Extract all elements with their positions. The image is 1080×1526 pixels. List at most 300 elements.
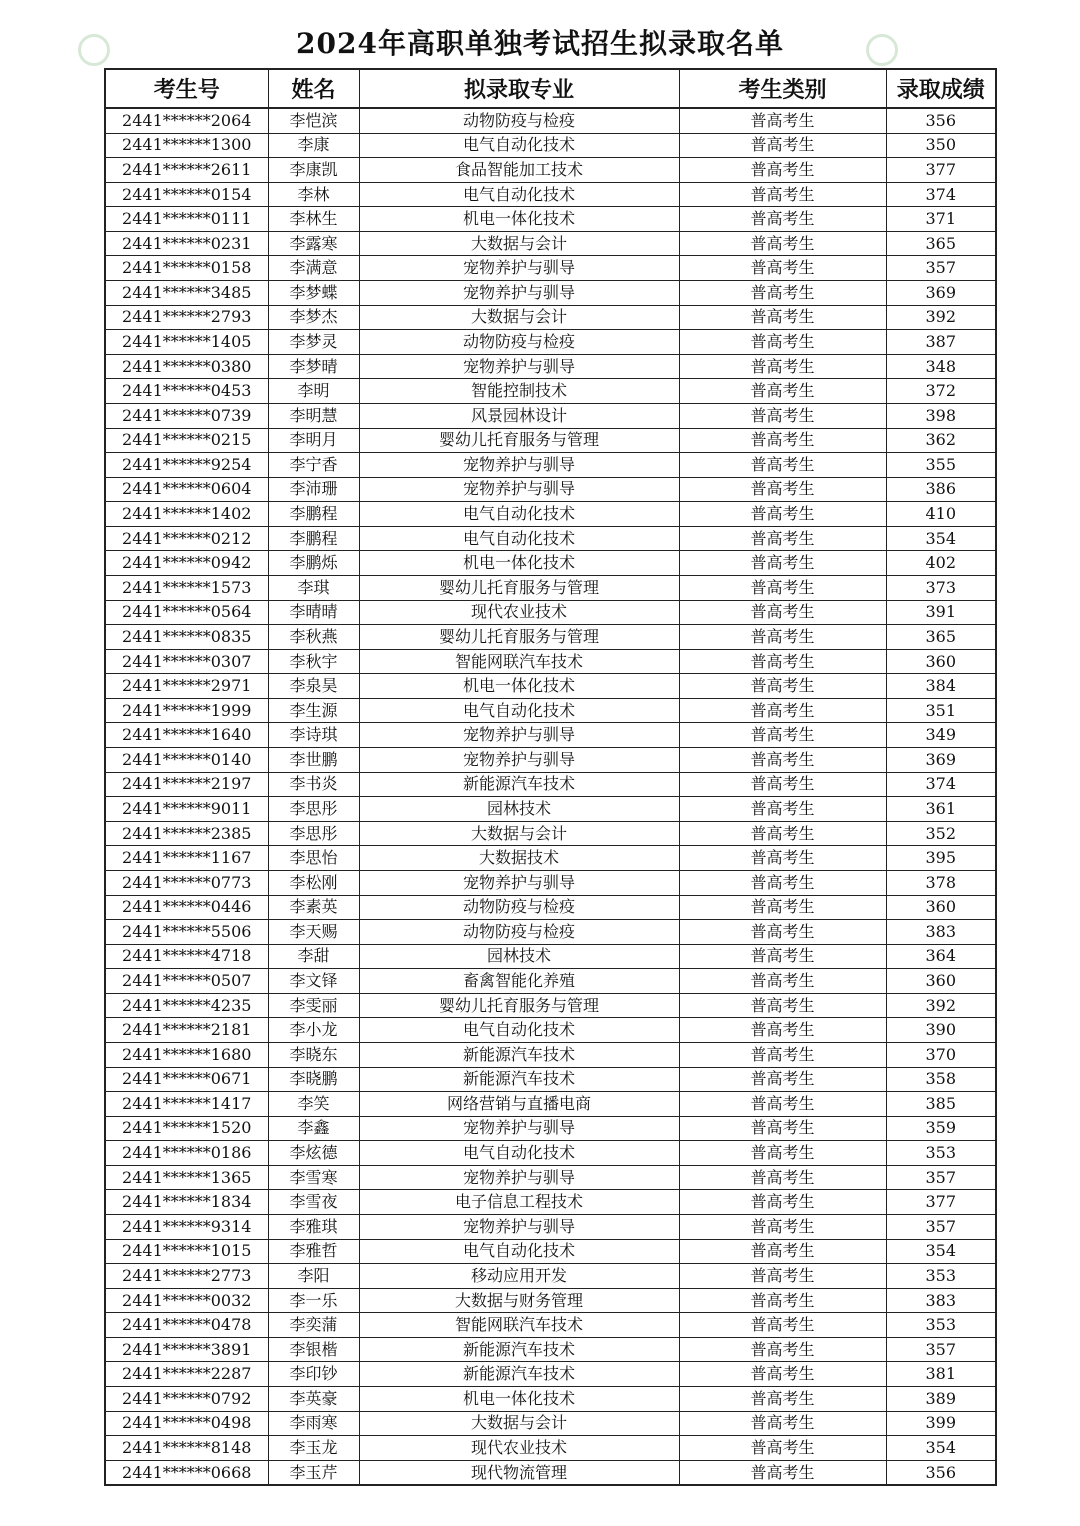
table-row — [105, 797, 996, 822]
major-cell: 电气自动化技术 — [359, 526, 679, 551]
table-row — [105, 920, 996, 945]
score-cell: 350 — [886, 133, 996, 158]
name-cell: 李雅琪 — [268, 1215, 359, 1240]
table-row — [105, 575, 996, 600]
category-cell: 普高考生 — [679, 354, 886, 379]
category-cell: 普高考生 — [679, 1387, 886, 1412]
table-row — [105, 1460, 996, 1485]
score-cell: 362 — [886, 428, 996, 453]
score-cell: 369 — [886, 748, 996, 773]
major-cell: 电气自动化技术 — [359, 1239, 679, 1264]
table-row — [105, 1264, 996, 1289]
category-cell: 普高考生 — [679, 1411, 886, 1436]
category-cell: 普高考生 — [679, 1460, 886, 1485]
name-cell: 李鹏程 — [268, 526, 359, 551]
name-cell: 李康 — [268, 133, 359, 158]
exam-number-cell: 2441******0942 — [105, 551, 268, 576]
page-title: 2024年高职单独考试招生拟录取名单 — [296, 27, 784, 60]
exam-number-cell: 2441******5506 — [105, 920, 268, 945]
table-row — [105, 551, 996, 576]
category-cell: 普高考生 — [679, 1190, 886, 1215]
table-row — [105, 993, 996, 1018]
table-row — [105, 330, 996, 355]
table-row — [105, 1165, 996, 1190]
name-cell: 李玉芹 — [268, 1460, 359, 1485]
name-cell: 李阳 — [268, 1264, 359, 1289]
name-cell: 李林 — [268, 182, 359, 207]
exam-number-cell: 2441******1834 — [105, 1190, 268, 1215]
admission-table — [104, 68, 997, 1486]
exam-number-cell: 2441******0773 — [105, 870, 268, 895]
table-row — [105, 895, 996, 920]
name-cell: 李露寒 — [268, 231, 359, 256]
table-row — [105, 207, 996, 232]
name-cell: 李雯丽 — [268, 993, 359, 1018]
category-cell: 普高考生 — [679, 502, 886, 527]
table-row — [105, 1288, 996, 1313]
exam-number-cell: 2441******0215 — [105, 428, 268, 453]
table-body — [105, 108, 996, 1485]
table-row — [105, 698, 996, 723]
major-cell: 大数据与会计 — [359, 231, 679, 256]
column-header-exam-number: 考生号 — [105, 69, 268, 108]
name-cell: 李泉昊 — [268, 674, 359, 699]
name-cell: 李明 — [268, 379, 359, 404]
category-cell: 普高考生 — [679, 379, 886, 404]
major-cell: 宠物养护与驯导 — [359, 1165, 679, 1190]
score-cell: 402 — [886, 551, 996, 576]
exam-number-cell: 2441******0478 — [105, 1313, 268, 1338]
category-cell: 普高考生 — [679, 649, 886, 674]
major-cell: 电气自动化技术 — [359, 182, 679, 207]
name-cell: 李秋宇 — [268, 649, 359, 674]
score-cell: 353 — [886, 1141, 996, 1166]
score-cell: 357 — [886, 1337, 996, 1362]
category-cell: 普高考生 — [679, 1141, 886, 1166]
score-cell: 383 — [886, 920, 996, 945]
score-cell: 371 — [886, 207, 996, 232]
major-cell: 宠物养护与驯导 — [359, 281, 679, 306]
score-cell: 361 — [886, 797, 996, 822]
exam-number-cell: 2441******0507 — [105, 969, 268, 994]
name-cell: 李甜 — [268, 944, 359, 969]
score-cell: 354 — [886, 526, 996, 551]
exam-number-cell: 2441******8148 — [105, 1436, 268, 1461]
exam-number-cell: 2441******4718 — [105, 944, 268, 969]
exam-number-cell: 2441******0140 — [105, 748, 268, 773]
score-cell: 384 — [886, 674, 996, 699]
major-cell: 机电一体化技术 — [359, 1387, 679, 1412]
exam-number-cell: 2441******0186 — [105, 1141, 268, 1166]
score-cell: 377 — [886, 1190, 996, 1215]
table-row — [105, 477, 996, 502]
major-cell: 机电一体化技术 — [359, 674, 679, 699]
exam-number-cell: 2441******9314 — [105, 1215, 268, 1240]
category-cell: 普高考生 — [679, 846, 886, 871]
exam-number-cell: 2441******2181 — [105, 1018, 268, 1043]
major-cell: 机电一体化技术 — [359, 551, 679, 576]
exam-number-cell: 2441******0446 — [105, 895, 268, 920]
category-cell: 普高考生 — [679, 403, 886, 428]
major-cell: 新能源汽车技术 — [359, 772, 679, 797]
score-cell: 357 — [886, 256, 996, 281]
table-row — [105, 108, 996, 133]
major-cell: 电气自动化技术 — [359, 1141, 679, 1166]
name-cell: 李世鹏 — [268, 748, 359, 773]
score-cell: 391 — [886, 600, 996, 625]
category-cell: 普高考生 — [679, 526, 886, 551]
major-cell: 宠物养护与驯导 — [359, 870, 679, 895]
major-cell: 宠物养护与驯导 — [359, 453, 679, 478]
name-cell: 李雪寒 — [268, 1165, 359, 1190]
category-cell: 普高考生 — [679, 993, 886, 1018]
major-cell: 大数据与会计 — [359, 1411, 679, 1436]
category-cell: 普高考生 — [679, 821, 886, 846]
exam-number-cell: 2441******0498 — [105, 1411, 268, 1436]
score-cell: 410 — [886, 502, 996, 527]
table-row — [105, 821, 996, 846]
major-cell: 大数据技术 — [359, 846, 679, 871]
table-row — [105, 256, 996, 281]
score-cell: 373 — [886, 575, 996, 600]
exam-number-cell: 2441******1405 — [105, 330, 268, 355]
score-cell: 364 — [886, 944, 996, 969]
major-cell: 电子信息工程技术 — [359, 1190, 679, 1215]
category-cell: 普高考生 — [679, 108, 886, 133]
score-cell: 372 — [886, 379, 996, 404]
exam-number-cell: 2441******1167 — [105, 846, 268, 871]
major-cell: 现代农业技术 — [359, 600, 679, 625]
exam-number-cell: 2441******4235 — [105, 993, 268, 1018]
exam-number-cell: 2441******0792 — [105, 1387, 268, 1412]
score-cell: 381 — [886, 1362, 996, 1387]
category-cell: 普高考生 — [679, 1313, 886, 1338]
exam-number-cell: 2441******0380 — [105, 354, 268, 379]
table-row — [105, 1190, 996, 1215]
major-cell: 现代农业技术 — [359, 1436, 679, 1461]
major-cell: 风景园林设计 — [359, 403, 679, 428]
score-cell: 398 — [886, 403, 996, 428]
category-cell: 普高考生 — [679, 870, 886, 895]
exam-number-cell: 2441******2611 — [105, 158, 268, 183]
name-cell: 李银楷 — [268, 1337, 359, 1362]
major-cell: 宠物养护与驯导 — [359, 723, 679, 748]
name-cell: 李鹏烁 — [268, 551, 359, 576]
category-cell: 普高考生 — [679, 1337, 886, 1362]
category-cell: 普高考生 — [679, 1215, 886, 1240]
category-cell: 普高考生 — [679, 748, 886, 773]
major-cell: 新能源汽车技术 — [359, 1067, 679, 1092]
exam-number-cell: 2441******0158 — [105, 256, 268, 281]
name-cell: 李雨寒 — [268, 1411, 359, 1436]
category-cell: 普高考生 — [679, 1362, 886, 1387]
score-cell: 359 — [886, 1116, 996, 1141]
major-cell: 婴幼儿托育服务与管理 — [359, 428, 679, 453]
score-cell: 389 — [886, 1387, 996, 1412]
exam-number-cell: 2441******2793 — [105, 305, 268, 330]
major-cell: 宠物养护与驯导 — [359, 256, 679, 281]
table-row — [105, 1436, 996, 1461]
category-cell: 普高考生 — [679, 797, 886, 822]
score-cell: 365 — [886, 625, 996, 650]
category-cell: 普高考生 — [679, 231, 886, 256]
score-cell: 353 — [886, 1313, 996, 1338]
table-row — [105, 969, 996, 994]
exam-number-cell: 2441******2385 — [105, 821, 268, 846]
name-cell: 李文铎 — [268, 969, 359, 994]
category-cell: 普高考生 — [679, 674, 886, 699]
table-row — [105, 231, 996, 256]
exam-number-cell: 2441******2773 — [105, 1264, 268, 1289]
major-cell: 园林技术 — [359, 944, 679, 969]
table-row — [105, 133, 996, 158]
table-row — [105, 1215, 996, 1240]
name-cell: 李生源 — [268, 698, 359, 723]
score-cell: 355 — [886, 453, 996, 478]
name-cell: 李恺滨 — [268, 108, 359, 133]
major-cell: 大数据与会计 — [359, 821, 679, 846]
table-row — [105, 1362, 996, 1387]
score-cell: 357 — [886, 1215, 996, 1240]
score-cell: 356 — [886, 1460, 996, 1485]
major-cell: 网络营销与直播电商 — [359, 1092, 679, 1117]
exam-number-cell: 2441******0835 — [105, 625, 268, 650]
category-cell: 普高考生 — [679, 1288, 886, 1313]
exam-number-cell: 2441******9254 — [105, 453, 268, 478]
major-cell: 宠物养护与驯导 — [359, 1215, 679, 1240]
table-row — [105, 453, 996, 478]
exam-number-cell: 2441******0111 — [105, 207, 268, 232]
name-cell: 李康凯 — [268, 158, 359, 183]
category-cell: 普高考生 — [679, 256, 886, 281]
exam-number-cell: 2441******9011 — [105, 797, 268, 822]
score-cell: 392 — [886, 993, 996, 1018]
exam-number-cell: 2441******1640 — [105, 723, 268, 748]
category-cell: 普高考生 — [679, 477, 886, 502]
major-cell: 宠物养护与驯导 — [359, 1116, 679, 1141]
table-row — [105, 625, 996, 650]
table-row — [105, 1018, 996, 1043]
score-cell: 383 — [886, 1288, 996, 1313]
major-cell: 大数据与财务管理 — [359, 1288, 679, 1313]
score-cell: 357 — [886, 1165, 996, 1190]
name-cell: 李玉龙 — [268, 1436, 359, 1461]
score-cell: 358 — [886, 1067, 996, 1092]
category-cell: 普高考生 — [679, 158, 886, 183]
name-cell: 李雪夜 — [268, 1190, 359, 1215]
score-cell: 349 — [886, 723, 996, 748]
category-cell: 普高考生 — [679, 133, 886, 158]
name-cell: 李宁香 — [268, 453, 359, 478]
exam-number-cell: 2441******0668 — [105, 1460, 268, 1485]
category-cell: 普高考生 — [679, 895, 886, 920]
name-cell: 李英豪 — [268, 1387, 359, 1412]
table-row — [105, 1337, 996, 1362]
score-cell: 354 — [886, 1239, 996, 1264]
table-row — [105, 1387, 996, 1412]
table-row — [105, 723, 996, 748]
major-cell: 智能网联汽车技术 — [359, 1313, 679, 1338]
exam-number-cell: 2441******0154 — [105, 182, 268, 207]
name-cell: 李书炎 — [268, 772, 359, 797]
exam-number-cell: 2441******3891 — [105, 1337, 268, 1362]
table-row — [105, 158, 996, 183]
major-cell: 电气自动化技术 — [359, 1018, 679, 1043]
table-row — [105, 1141, 996, 1166]
major-cell: 动物防疫与检疫 — [359, 920, 679, 945]
name-cell: 李满意 — [268, 256, 359, 281]
major-cell: 移动应用开发 — [359, 1264, 679, 1289]
table-row — [105, 379, 996, 404]
category-cell: 普高考生 — [679, 1239, 886, 1264]
name-cell: 李诗琪 — [268, 723, 359, 748]
major-cell: 婴幼儿托育服务与管理 — [359, 625, 679, 650]
name-cell: 李鑫 — [268, 1116, 359, 1141]
major-cell: 大数据与会计 — [359, 305, 679, 330]
table-row — [105, 1313, 996, 1338]
category-cell: 普高考生 — [679, 772, 886, 797]
category-cell: 普高考生 — [679, 305, 886, 330]
major-cell: 婴幼儿托育服务与管理 — [359, 993, 679, 1018]
major-cell: 园林技术 — [359, 797, 679, 822]
exam-number-cell: 2441******2971 — [105, 674, 268, 699]
table-row — [105, 526, 996, 551]
score-cell: 354 — [886, 1436, 996, 1461]
score-cell: 360 — [886, 649, 996, 674]
name-cell: 李梦灵 — [268, 330, 359, 355]
table-row — [105, 182, 996, 207]
name-cell: 李印钞 — [268, 1362, 359, 1387]
table-row — [105, 1239, 996, 1264]
table-header-row — [105, 69, 996, 108]
table-row — [105, 502, 996, 527]
category-cell: 普高考生 — [679, 182, 886, 207]
name-cell: 李晓鹏 — [268, 1067, 359, 1092]
category-cell: 普高考生 — [679, 1264, 886, 1289]
exam-number-cell: 2441******0453 — [105, 379, 268, 404]
column-header-name: 姓名 — [268, 69, 359, 108]
exam-number-cell: 2441******0307 — [105, 649, 268, 674]
category-cell: 普高考生 — [679, 1018, 886, 1043]
table-row — [105, 649, 996, 674]
score-cell: 360 — [886, 969, 996, 994]
major-cell: 电气自动化技术 — [359, 698, 679, 723]
score-cell: 387 — [886, 330, 996, 355]
score-cell: 365 — [886, 231, 996, 256]
major-cell: 食品智能加工技术 — [359, 158, 679, 183]
category-cell: 普高考生 — [679, 1042, 886, 1067]
category-cell: 普高考生 — [679, 207, 886, 232]
score-cell: 390 — [886, 1018, 996, 1043]
name-cell: 李天赐 — [268, 920, 359, 945]
category-cell: 普高考生 — [679, 920, 886, 945]
major-cell: 动物防疫与检疫 — [359, 330, 679, 355]
name-cell: 李思怡 — [268, 846, 359, 871]
name-cell: 李素英 — [268, 895, 359, 920]
major-cell: 电气自动化技术 — [359, 133, 679, 158]
name-cell: 李思彤 — [268, 821, 359, 846]
category-cell: 普高考生 — [679, 625, 886, 650]
name-cell: 李炫德 — [268, 1141, 359, 1166]
name-cell: 李沛珊 — [268, 477, 359, 502]
name-cell: 李梦蝶 — [268, 281, 359, 306]
score-cell: 395 — [886, 846, 996, 871]
table-row — [105, 1042, 996, 1067]
score-cell: 374 — [886, 182, 996, 207]
table-row — [105, 1067, 996, 1092]
category-cell: 普高考生 — [679, 428, 886, 453]
name-cell: 李梦杰 — [268, 305, 359, 330]
category-cell: 普高考生 — [679, 723, 886, 748]
name-cell: 李晓东 — [268, 1042, 359, 1067]
exam-number-cell: 2441******0739 — [105, 403, 268, 428]
exam-number-cell: 2441******0032 — [105, 1288, 268, 1313]
name-cell: 李思彤 — [268, 797, 359, 822]
category-cell: 普高考生 — [679, 330, 886, 355]
name-cell: 李明慧 — [268, 403, 359, 428]
name-cell: 李笑 — [268, 1092, 359, 1117]
exam-number-cell: 2441******2064 — [105, 108, 268, 133]
score-cell: 386 — [886, 477, 996, 502]
exam-number-cell: 2441******0212 — [105, 526, 268, 551]
category-cell: 普高考生 — [679, 1092, 886, 1117]
column-header-major: 拟录取专业 — [359, 69, 679, 108]
major-cell: 动物防疫与检疫 — [359, 895, 679, 920]
major-cell: 新能源汽车技术 — [359, 1337, 679, 1362]
table-row — [105, 772, 996, 797]
table-row — [105, 870, 996, 895]
major-cell: 智能控制技术 — [359, 379, 679, 404]
category-cell: 普高考生 — [679, 969, 886, 994]
exam-number-cell: 2441******2197 — [105, 772, 268, 797]
exam-number-cell: 2441******0671 — [105, 1067, 268, 1092]
score-cell: 378 — [886, 870, 996, 895]
table-row — [105, 1411, 996, 1436]
name-cell: 李一乐 — [268, 1288, 359, 1313]
exam-number-cell: 2441******1365 — [105, 1165, 268, 1190]
name-cell: 李雅哲 — [268, 1239, 359, 1264]
major-cell: 宠物养护与驯导 — [359, 477, 679, 502]
name-cell: 李奕蒲 — [268, 1313, 359, 1338]
exam-number-cell: 2441******1402 — [105, 502, 268, 527]
table-row — [105, 748, 996, 773]
category-cell: 普高考生 — [679, 944, 886, 969]
exam-number-cell: 2441******1680 — [105, 1042, 268, 1067]
major-cell: 婴幼儿托育服务与管理 — [359, 575, 679, 600]
name-cell: 李梦晴 — [268, 354, 359, 379]
score-cell: 360 — [886, 895, 996, 920]
exam-number-cell: 2441******1999 — [105, 698, 268, 723]
table-row — [105, 944, 996, 969]
major-cell: 现代物流管理 — [359, 1460, 679, 1485]
category-cell: 普高考生 — [679, 453, 886, 478]
category-cell: 普高考生 — [679, 1436, 886, 1461]
name-cell: 李松刚 — [268, 870, 359, 895]
score-cell: 370 — [886, 1042, 996, 1067]
category-cell: 普高考生 — [679, 600, 886, 625]
score-cell: 351 — [886, 698, 996, 723]
major-cell: 新能源汽车技术 — [359, 1042, 679, 1067]
category-cell: 普高考生 — [679, 1116, 886, 1141]
major-cell: 电气自动化技术 — [359, 502, 679, 527]
major-cell: 畜禽智能化养殖 — [359, 969, 679, 994]
score-cell: 377 — [886, 158, 996, 183]
table-row — [105, 354, 996, 379]
major-cell: 动物防疫与检疫 — [359, 108, 679, 133]
score-cell: 399 — [886, 1411, 996, 1436]
category-cell: 普高考生 — [679, 1067, 886, 1092]
table-row — [105, 1092, 996, 1117]
